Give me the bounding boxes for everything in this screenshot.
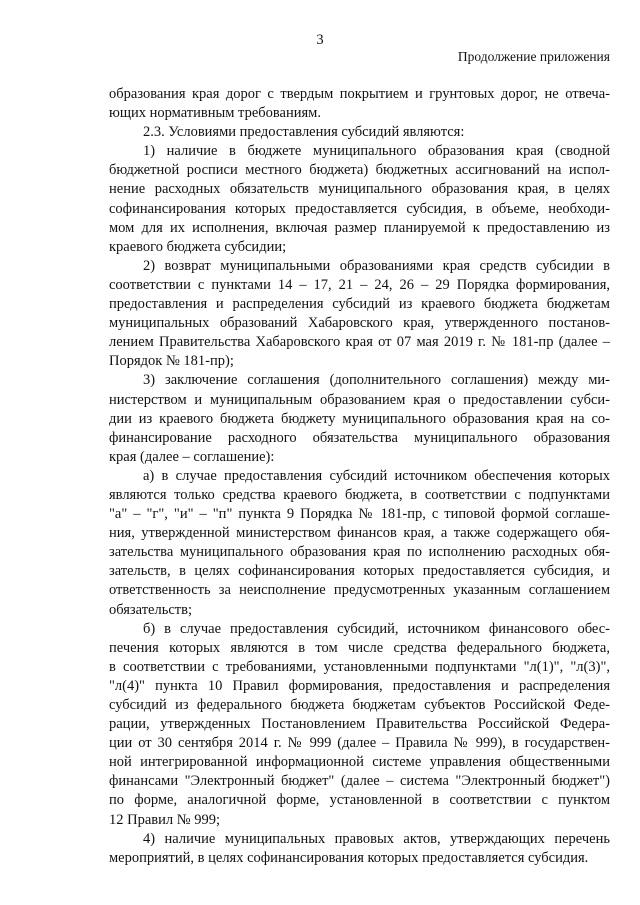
paragraph-line: дии из краевого бюджета бюджету муниципального образования края на со-	[109, 410, 610, 427]
paragraph-line: зательства муниципального образования края по исполнению расходных обя-	[109, 544, 610, 561]
paragraph-line: мом для их исполнения, включая размер планируемой к предоставлению из	[109, 219, 610, 236]
document-body	[109, 85, 610, 868]
paragraph-line: соответствии с пунктами 14 – 17, 21 – 24, 26 – 29 Порядка формирования,	[109, 276, 610, 293]
paragraph-line: рации, утвержденных Постановлением Правительства Российской Федера-	[109, 716, 610, 733]
paragraph-line: нистерством и муниципальным образованием края о предоставлении субси-	[109, 391, 610, 408]
paragraph-line: бюджетной росписи местного бюджета) бюджетных ассигнований на испол-	[109, 162, 610, 179]
paragraph-line: образования края дорог с твердым покрытием и грунтовых дорог, не отвеча-	[109, 86, 610, 102]
paragraph-line: финансирование расходного обязательства муниципального образования	[109, 429, 610, 446]
paragraph-line: 2.3. Условиями предоставления субсидий являются:	[143, 124, 465, 141]
paragraph	[109, 620, 610, 830]
paragraph	[109, 257, 610, 372]
paragraph-line: "а" – "г", "и" – "п" пункта 9 Порядка № 181-пр, с типовой формой соглаше-	[109, 506, 610, 523]
paragraph-line: по форме, аналогичной форме, установленной в соответствии с пунктом	[109, 792, 610, 809]
paragraph-line: ния, утвержденной министерством финансов края, а также содержащего обя-	[109, 525, 610, 542]
paragraph-line: краевого бюджета субсидии;	[109, 238, 287, 255]
paragraph-line: являются только средства краевого бюджета, в соответствии с подпунктами	[109, 486, 610, 503]
paragraph-line: нение расходных обязательств муниципального образования края, в целях	[109, 181, 610, 198]
paragraph-line: зательств, в целях софинансирования которых предоставляется субсидия, и	[109, 563, 610, 580]
paragraph-line: б) в случае предоставления субсидий, источником финансового обес-	[143, 620, 610, 637]
paragraph	[109, 123, 610, 142]
paragraph-line: 2) возврат муниципальными образованиями края средств субсидии в	[143, 257, 610, 274]
paragraph-line: 4) наличие муниципальных правовых актов, утверждающих перечень	[143, 830, 610, 847]
paragraph-line: 3) заключение соглашения (дополнительного соглашения) между ми-	[143, 372, 610, 389]
paragraph	[109, 85, 610, 123]
paragraph-line: ответственность за неисполнение предусмотренных указанным соглашением	[109, 582, 610, 599]
paragraph-line: муниципальных образований Хабаровского края, утвержденного постанов-	[109, 315, 610, 332]
paragraph-line: печения которых являются в том числе средства федерального бюджета,	[109, 639, 610, 656]
paragraph-line: лением Правительства Хабаровского края от 07 мая 2019 г. № 181-пр (далее –	[109, 334, 610, 351]
paragraph	[109, 467, 610, 620]
paragraph-line: Порядок № 181-пр);	[109, 353, 234, 370]
paragraph-line: мероприятий, в целях софинансирования которых предоставляется субсидия.	[109, 849, 589, 866]
paragraph-line: ции от 30 сентября 2014 г. № 999 (далее – Правила № 999), в государствен-	[109, 735, 610, 752]
paragraph-line: финансами "Электронный бюджет" (далее – система "Электронный бюджет")	[109, 773, 610, 790]
paragraph-line: софинансирования которых предоставляется субсидия, в объеме, необходи-	[109, 200, 610, 217]
paragraph-line: 12 Правил № 999;	[109, 811, 220, 828]
paragraph-line: края (далее – соглашение):	[109, 448, 275, 465]
paragraph-line: "л(4)" пункта 10 Правил формирования, предоставления и распределения	[109, 677, 610, 694]
paragraph-line: субсидий из федерального бюджета бюджетам субъектов Российской Феде-	[109, 697, 610, 713]
paragraph-line: обязательств;	[109, 601, 192, 618]
paragraph	[109, 142, 610, 257]
paragraph-line: в соответствии с требованиями, установленными подпунктами "л(1)", "л(3)",	[109, 658, 610, 675]
paragraph	[109, 371, 610, 466]
paragraph-line: 1) наличие в бюджете муниципального образования края (сводной	[143, 143, 610, 160]
paragraph	[109, 830, 610, 868]
paragraph-line: ющих нормативным требованиям.	[109, 105, 321, 122]
paragraph-line: а) в случае предоставления субсидий источником обеспечения которых	[143, 467, 610, 484]
page-number: 3	[316, 32, 324, 48]
appendix-continuation-note: Продолжение приложения	[457, 49, 610, 64]
paragraph-line: предоставления и распределения субсидий из краевого бюджета бюджетам	[109, 296, 610, 313]
paragraph-line: ной интегрированной информационной системе управления общественными	[109, 754, 610, 771]
